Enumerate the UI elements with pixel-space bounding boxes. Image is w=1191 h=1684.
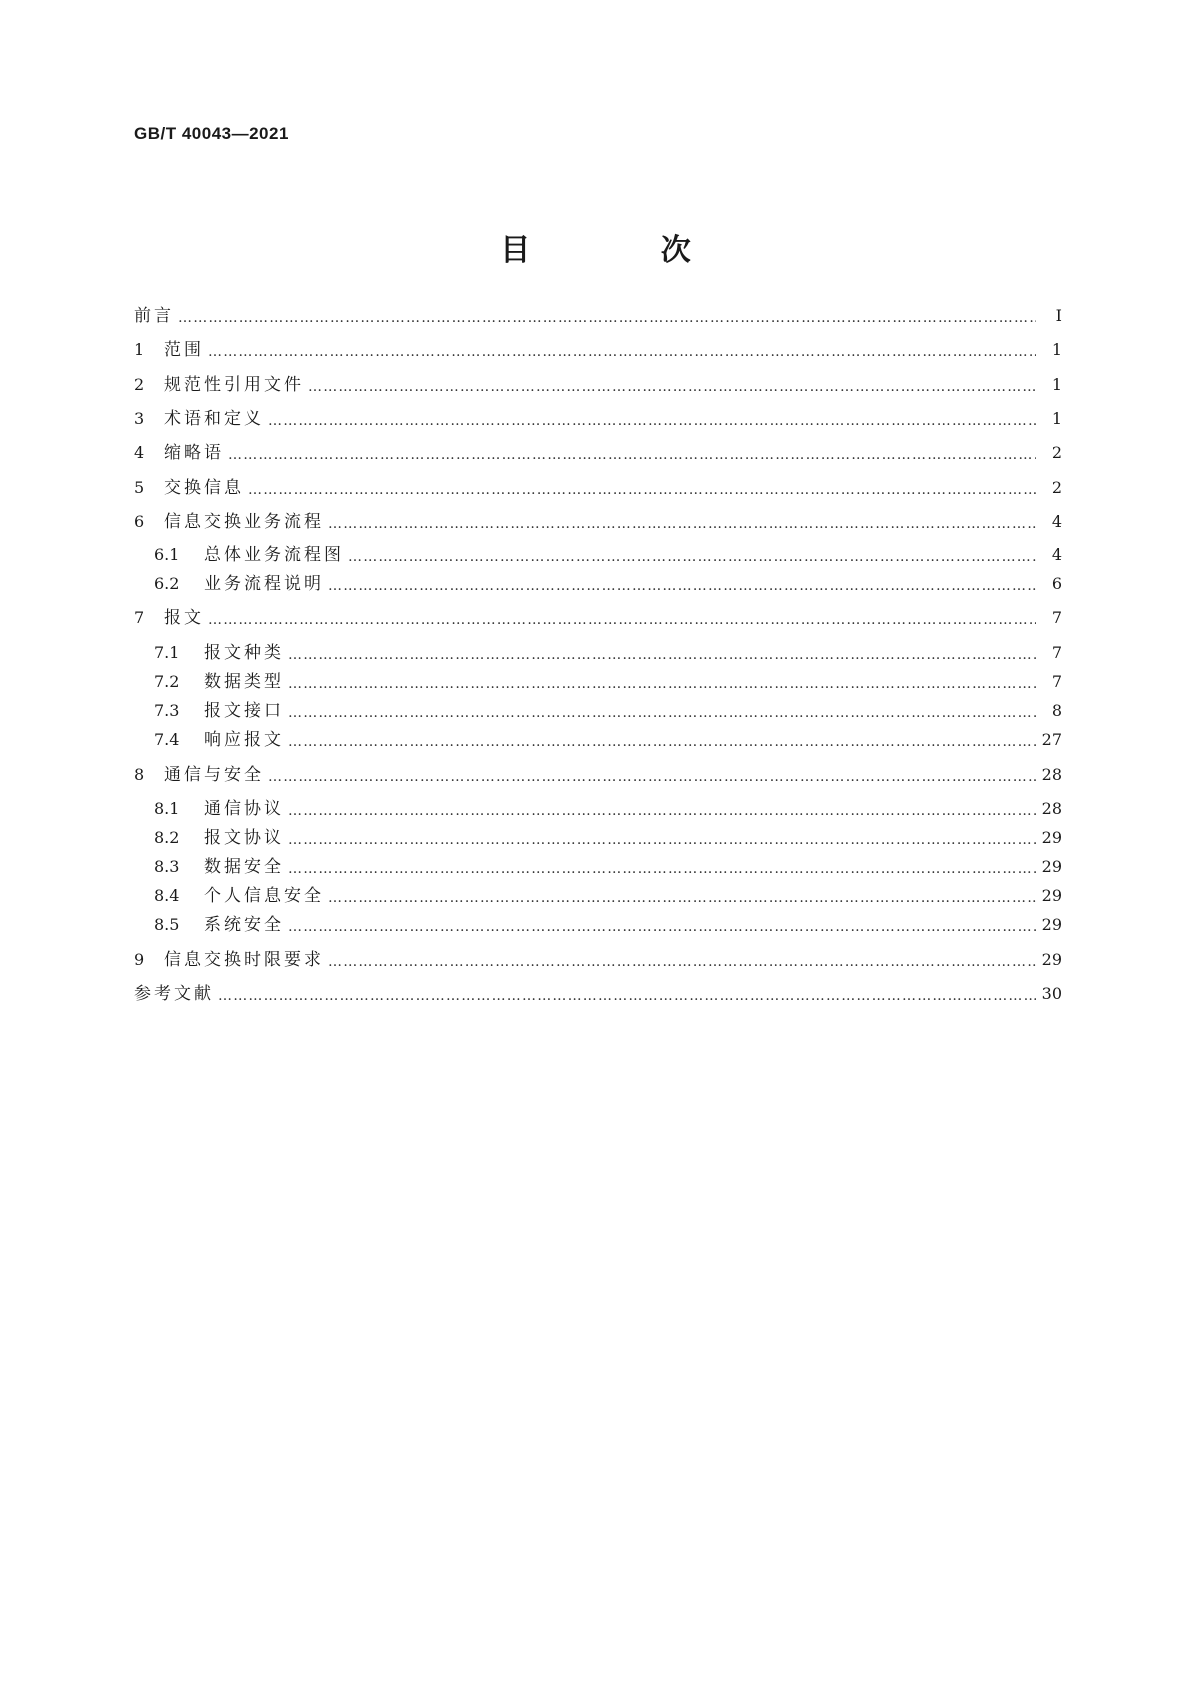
dot-leader — [328, 887, 1036, 909]
toc-entry[interactable] — [134, 406, 1062, 432]
toc-entry[interactable] — [134, 605, 1062, 631]
toc-entry-label: 交换信息 — [164, 478, 244, 498]
toc-entry-number: 3 — [134, 409, 145, 428]
toc-entry[interactable] — [154, 542, 1062, 568]
dot-leader — [288, 858, 1036, 880]
toc-entry-label: 个人信息安全 — [204, 886, 324, 906]
toc-entry-number: 7 — [134, 608, 145, 627]
toc-entry-page: 7 — [1051, 643, 1062, 662]
toc-entry-label: 前言 — [134, 306, 174, 326]
toc-entry[interactable] — [154, 698, 1062, 724]
toc-entry-page: 1 — [1051, 340, 1062, 359]
toc-entry[interactable] — [154, 796, 1062, 822]
toc-entry-label: 业务流程说明 — [204, 574, 324, 594]
toc-entry[interactable] — [154, 854, 1062, 880]
toc-entry-number: 7.3 — [154, 701, 180, 720]
toc-entry-page: 28 — [1041, 799, 1062, 818]
toc-entry[interactable] — [154, 883, 1062, 909]
toc-entry-label: 术语和定义 — [164, 409, 264, 429]
toc-entry-number: 8.4 — [154, 886, 180, 905]
toc-entry[interactable] — [134, 337, 1062, 363]
toc-entry-number: 6 — [134, 512, 145, 531]
toc-entry[interactable] — [134, 440, 1062, 466]
toc-entry[interactable] — [154, 669, 1062, 695]
document-code: GB/T 40043—2021 — [134, 124, 289, 143]
toc-entry-page: 4 — [1051, 545, 1062, 564]
toc-entry-page: 8 — [1051, 701, 1062, 720]
toc-entry[interactable] — [134, 762, 1062, 788]
toc-entry[interactable] — [134, 981, 1062, 1007]
toc-entry-number: 6.2 — [154, 574, 180, 593]
toc-entry-page: 4 — [1051, 512, 1062, 531]
toc-entry-label: 范围 — [164, 340, 204, 360]
dot-leader — [208, 341, 1036, 363]
dot-leader — [288, 916, 1036, 938]
toc-entry-page: 29 — [1041, 857, 1062, 876]
dot-leader — [288, 673, 1036, 695]
toc-entry[interactable] — [134, 947, 1062, 973]
toc-entry-number: 8.5 — [154, 915, 180, 934]
toc-entry-number: 8.1 — [154, 799, 180, 818]
toc-entry[interactable] — [154, 912, 1062, 938]
toc-entry-number: 7.1 — [154, 643, 180, 662]
toc-entry-page: 1 — [1051, 375, 1062, 394]
dot-leader — [288, 731, 1036, 753]
toc-entry-page: 29 — [1041, 886, 1062, 905]
toc-entry-label: 通信与安全 — [164, 765, 264, 785]
toc-entry-number: 2 — [134, 375, 145, 394]
toc-entry-number: 4 — [134, 443, 145, 462]
toc-entry-label: 缩略语 — [164, 443, 224, 463]
dot-leader — [328, 951, 1036, 973]
toc-entry-label: 响应报文 — [204, 730, 284, 750]
toc-entry-label: 系统安全 — [204, 915, 284, 935]
dot-leader — [288, 800, 1036, 822]
toc-entry[interactable] — [134, 372, 1062, 398]
dot-leader — [348, 546, 1036, 568]
toc-entry-page: 2 — [1051, 478, 1062, 497]
toc-entry-number: 6.1 — [154, 545, 180, 564]
dot-leader — [288, 702, 1036, 724]
dot-leader — [328, 575, 1036, 597]
toc-entry-page: 1 — [1051, 409, 1062, 428]
toc-entry-number: 7.4 — [154, 730, 180, 749]
dot-leader — [328, 513, 1036, 535]
toc-entry-label: 总体业务流程图 — [204, 545, 344, 565]
toc-entry-number: 1 — [134, 340, 145, 359]
toc-entry-page: 29 — [1041, 828, 1062, 847]
toc-entry-page: 7 — [1051, 672, 1062, 691]
dot-leader — [268, 410, 1036, 432]
toc-entry[interactable] — [154, 727, 1062, 753]
dot-leader — [308, 376, 1036, 398]
toc-entry-number: 7.2 — [154, 672, 180, 691]
toc-entry-number: 8.3 — [154, 857, 180, 876]
toc-entry-label: 信息交换业务流程 — [164, 512, 324, 532]
toc-entry-page: 6 — [1051, 574, 1062, 593]
toc-entry-page: 27 — [1041, 730, 1062, 749]
toc-entry-page: 28 — [1041, 765, 1062, 784]
dot-leader — [248, 479, 1036, 501]
dot-leader — [208, 609, 1036, 631]
toc-entry-label: 数据安全 — [204, 857, 284, 877]
toc-entry[interactable] — [154, 571, 1062, 597]
dot-leader — [268, 766, 1036, 788]
dot-leader — [288, 829, 1036, 851]
dot-leader — [178, 307, 1036, 329]
toc-entry-number: 8 — [134, 765, 145, 784]
dot-leader — [218, 985, 1036, 1007]
toc-entry[interactable] — [134, 509, 1062, 535]
toc-entry-label: 参考文献 — [134, 984, 214, 1004]
dot-leader — [288, 644, 1036, 666]
toc-entry-page: 29 — [1041, 915, 1062, 934]
toc-entry-number: 5 — [134, 478, 145, 497]
toc-entry-page: 30 — [1041, 984, 1062, 1003]
toc-entry-label: 信息交换时限要求 — [164, 950, 324, 970]
toc-entry-page: Ⅰ — [1055, 306, 1062, 325]
toc-entry-number: 8.2 — [154, 828, 180, 847]
toc-entry-label: 报文协议 — [204, 828, 284, 848]
toc-entry-page: 29 — [1041, 950, 1062, 969]
toc-entry-label: 报文种类 — [204, 643, 284, 663]
toc-entry[interactable] — [154, 825, 1062, 851]
toc-entry-label: 数据类型 — [204, 672, 284, 692]
dot-leader — [228, 444, 1036, 466]
toc-title: 目 次 — [500, 233, 751, 268]
toc-entry-number: 9 — [134, 950, 145, 969]
toc-entry[interactable] — [134, 475, 1062, 501]
toc-entry-page: 2 — [1051, 443, 1062, 462]
toc-entry-label: 报文 — [164, 608, 204, 628]
toc-entry-label: 报文接口 — [204, 701, 284, 721]
toc-entry-label: 规范性引用文件 — [164, 375, 304, 395]
toc-entry[interactable] — [154, 640, 1062, 666]
toc-entry-page: 7 — [1051, 608, 1062, 627]
toc-entry-label: 通信协议 — [204, 799, 284, 819]
toc-entry[interactable] — [134, 303, 1062, 329]
